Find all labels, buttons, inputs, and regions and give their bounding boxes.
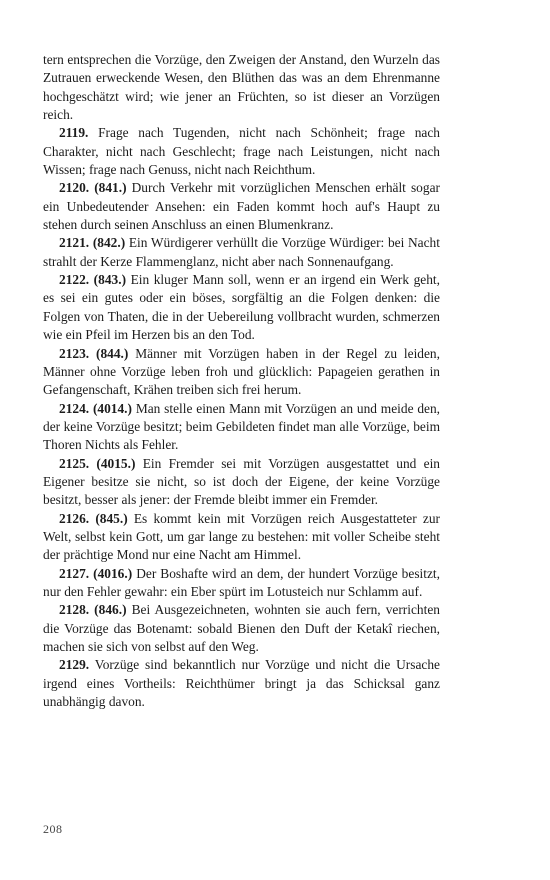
body-text	[43, 51, 440, 711]
entry-2123	[43, 345, 440, 400]
entry-number: 2128. (846.)	[59, 602, 127, 618]
entry-text: Männer mit Vorzügen haben in der Regel zu leiden, Männer ohne Vorzüge leben froh und glücklich: Papageien gerathen in Gefangenschaft, Krähen treiben sich frei herum.	[43, 345, 440, 398]
entry-text: Man stelle einen Mann mit Vorzügen an und meide den, der keine Vorzüge besitzt; beim Gebildeten findet man alle Vorzüge, beim Thoren Nichts als Fehler.	[43, 400, 441, 453]
entry-text: Bei Ausgezeichneten, wohnten sie auch fern, verrichten die Vorzüge das Botenamt: sobald Bienen den Duft der Ketakî riechen, machen sie sich von selbst auf den Weg.	[43, 602, 440, 654]
entry-text: Ein kluger Mann soll, wenn er an irgend ein Werk geht, es sei ein gutes oder ein böses, sorgfältig an die Folgen denken: die Folgen von Thaten, die in der Uebereilung vollbracht wurden, schmerzen wie ein Pfeil im Herzen bis an den Tod.	[43, 272, 440, 343]
entry-number: 2126. (845.)	[59, 510, 128, 526]
entry-2121	[43, 234, 440, 271]
entry-text: Es kommt kein mit Vorzügen reich Ausgestatteter zur Welt, selbst kein Gott, um gar lange zu bestehen: mit voller Scheibe steht der prächtige Mond nur eine Nacht am Himmel.	[43, 510, 440, 563]
entry-text: Der Boshafte wird an dem, der hundert Vorzüge besitzt, nur den Fehler gewahr: ein Eber spürt im Lotusteich nur Schlamm auf.	[43, 565, 440, 599]
entry-number: 2127. (4016.)	[59, 565, 133, 581]
entry-number: 2121. (842.)	[59, 235, 126, 251]
entry-2128	[43, 601, 440, 656]
entry-2126	[43, 510, 440, 565]
entry-number: 2119.	[59, 125, 89, 141]
entry-2129	[43, 656, 440, 711]
entry-number: 2120. (841.)	[59, 180, 127, 196]
entry-text: Ein Würdigerer verhüllt die Vorzüge Würdiger: bei Nacht strahlt der Kerze Flammenglanz, nicht aber nach Sonnenaufgang.	[43, 235, 440, 269]
entry-text: Ein Fremder sei mit Vorzügen ausgestattet und ein Eigener besitze sie nicht, so ist doch der Eigene, der keine Vorzüge besitzt, besser als jener: der Fremde bleibt immer ein Fremder.	[43, 455, 440, 508]
entry-number: 2125. (4015.)	[59, 455, 136, 471]
intro-paragraph: tern entsprechen die Vorzüge, den Zweigen der Anstand, den Wurzeln das Zutrauen erweckende Wesen, den Blüthen das was an dem Ehrenmanne hochgeschätzt wird; wie jener an Früchten, so ist dieser an Vorzügen reich.	[43, 52, 440, 123]
entry-number: 2124. (4014.)	[59, 400, 132, 416]
page-number: 208	[43, 822, 63, 836]
entry-2122	[43, 271, 440, 344]
entry-text: Vorzüge sind bekanntlich nur Vorzüge und nicht die Ursache irgend eines Vortheils: Reichthümer bringt ja das Schicksal ganz unabhängig davon.	[43, 657, 441, 710]
entry-number: 2123. (844.)	[59, 345, 129, 361]
entry-2120	[43, 179, 440, 234]
entry-2127	[43, 565, 440, 602]
entry-2119	[43, 124, 440, 179]
entry-2125	[43, 455, 440, 510]
entry-number: 2129.	[59, 657, 90, 673]
entry-number: 2122. (843.)	[59, 272, 127, 288]
entry-text: Durch Verkehr mit vorzüglichen Menschen erhält sogar ein Unbedeutender Ansehen: ein Faden kommt hoch auf's Haupt zu stehen durch seinen Anschluss an einen Blumenkranz.	[43, 180, 440, 233]
entry-text: Frage nach Tugenden, nicht nach Schönheit; frage nach Charakter, nicht nach Geschlecht; frage nach Leistungen, nicht nach Wissen; frage nach Genuss, nicht nach Reichthum.	[43, 125, 440, 178]
entry-2124	[43, 400, 440, 455]
